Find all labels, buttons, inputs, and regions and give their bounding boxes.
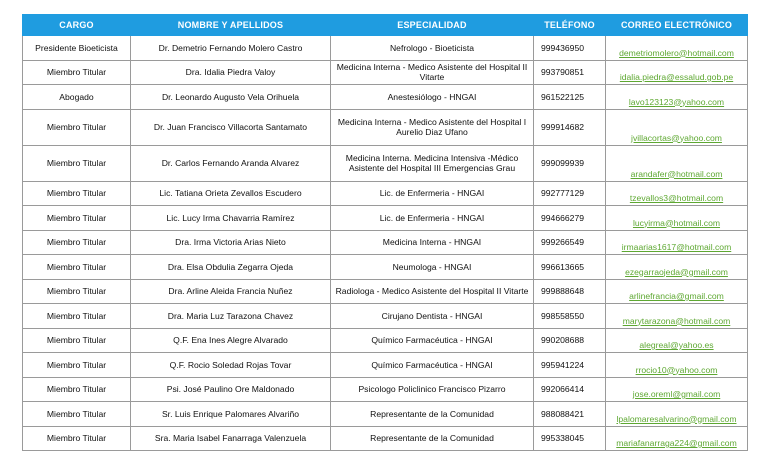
cell-nombre: Dra. Maria Luz Tarazona Chavez	[131, 304, 331, 329]
cell-cargo: Miembro Titular	[23, 377, 131, 402]
cell-correo	[606, 255, 748, 280]
cell-nombre: Psi. José Paulino Ore Maldonado	[131, 377, 331, 402]
email-link[interactable]: arlinefrancia@gmail.com	[629, 291, 724, 301]
cell-cargo: Miembro Titular	[23, 145, 131, 181]
cell-cargo: Miembro Titular	[23, 426, 131, 451]
cell-correo	[606, 279, 748, 304]
table-body	[23, 36, 748, 451]
header-especialidad: ESPECIALIDAD	[331, 15, 534, 36]
cell-cargo: Miembro Titular	[23, 279, 131, 304]
table-header	[23, 15, 748, 36]
cell-correo	[606, 353, 748, 378]
cell-correo	[606, 304, 748, 329]
cell-telefono: 999099939	[534, 145, 606, 181]
cell-correo	[606, 145, 748, 181]
cell-cargo: Miembro Titular	[23, 255, 131, 280]
cell-nombre: Q.F. Ena Ines Alegre Alvarado	[131, 328, 331, 353]
cell-cargo: Miembro Titular	[23, 230, 131, 255]
cell-nombre: Dra. Elsa Obdulia Zegarra Ojeda	[131, 255, 331, 280]
cell-especialidad: Lic. de Enfermeria - HNGAI	[331, 206, 534, 231]
cell-cargo: Miembro Titular	[23, 328, 131, 353]
cell-nombre: Dra. Arline Aleida Francia Nuñez	[131, 279, 331, 304]
table-row	[23, 181, 748, 206]
cell-telefono: 995338045	[534, 426, 606, 451]
header-telefono: TELÉFONO	[534, 15, 606, 36]
table-row	[23, 60, 748, 85]
cell-nombre: Dr. Juan Francisco Villacorta Santamato	[131, 109, 331, 145]
cell-telefono: 961522125	[534, 85, 606, 110]
cell-especialidad: Nefrologo - Bioeticista	[331, 36, 534, 61]
email-link[interactable]: demetriomolero@hotmail.com	[619, 47, 734, 58]
email-link[interactable]: lpalomaresalvarino@gmail.com	[616, 413, 737, 424]
email-link[interactable]: tzevallos3@hotmail.com	[629, 193, 724, 203]
table-row	[23, 36, 748, 61]
header-nombre: NOMBRE Y APELLIDOS	[131, 15, 331, 36]
table-row	[23, 206, 748, 231]
table-row	[23, 109, 748, 145]
cell-correo	[606, 181, 748, 206]
cell-cargo: Abogado	[23, 85, 131, 110]
cell-telefono: 990208688	[534, 328, 606, 353]
cell-correo	[606, 109, 748, 145]
cell-especialidad: Neumologa - HNGAI	[331, 255, 534, 280]
cell-nombre: Dra. Irma Victoria Arias Nieto	[131, 230, 331, 255]
cell-telefono: 999914682	[534, 109, 606, 145]
cell-correo	[606, 60, 748, 85]
cell-cargo: Miembro Titular	[23, 353, 131, 378]
cell-especialidad: Lic. de Enfermeria - HNGAI	[331, 181, 534, 206]
cell-especialidad: Psicologo Policlinico Francisco Pizarro	[331, 377, 534, 402]
table-row	[23, 426, 748, 451]
cell-cargo: Miembro Titular	[23, 206, 131, 231]
email-link[interactable]: ezegarraojeda@gmail.com	[625, 266, 728, 277]
table-row	[23, 85, 748, 110]
cell-correo	[606, 426, 748, 451]
cell-telefono: 999888648	[534, 279, 606, 304]
email-link[interactable]: irmaarias1617@hotmail.com	[621, 242, 732, 252]
cell-cargo: Miembro Titular	[23, 60, 131, 85]
cell-correo	[606, 85, 748, 110]
table-row	[23, 328, 748, 353]
cell-telefono: 995941224	[534, 353, 606, 378]
cell-especialidad: Anestesiólogo - HNGAI	[331, 85, 534, 110]
cell-telefono: 996613665	[534, 255, 606, 280]
cell-especialidad: Medicina Interna - HNGAI	[331, 230, 534, 255]
cell-nombre: Dra. Idalia Piedra Valoy	[131, 60, 331, 85]
cell-especialidad: Químico Farmacéutica - HNGAI	[331, 353, 534, 378]
cell-especialidad: Medicina Interna. Medicina Intensiva -Médico Asistente del Hospital III Emergencias Grau	[331, 145, 534, 181]
table-row	[23, 304, 748, 329]
cell-telefono: 988088421	[534, 402, 606, 427]
cell-cargo: Presidente Bioeticista	[23, 36, 131, 61]
email-link[interactable]: alegreal@yahoo.es	[639, 340, 714, 350]
cell-nombre: Dr. Demetrio Fernando Molero Castro	[131, 36, 331, 61]
cell-correo	[606, 206, 748, 231]
header-row	[23, 15, 748, 36]
cell-nombre: Lic. Lucy Irma Chavarria Ramírez	[131, 206, 331, 231]
email-link[interactable]: mariafanarraga224@gmail.com	[616, 438, 737, 448]
cell-nombre: Sr. Luis Enrique Palomares Alvariño	[131, 402, 331, 427]
members-table	[22, 14, 748, 451]
email-link[interactable]: arandafer@hotmail.com	[630, 168, 723, 179]
cell-correo	[606, 402, 748, 427]
email-link[interactable]: idalia.piedra@essalud.gob.pe	[619, 72, 734, 82]
cell-especialidad: Medicina Interna - Medico Asistente del Hospital I Aurelio Diaz Ufano	[331, 109, 534, 145]
cell-telefono: 998558550	[534, 304, 606, 329]
email-link[interactable]: jose.oreml@gmail.com	[632, 389, 721, 399]
cell-cargo: Miembro Titular	[23, 181, 131, 206]
cell-correo	[606, 36, 748, 61]
cell-telefono: 999436950	[534, 36, 606, 61]
cell-nombre: Q.F. Rocio Soledad Rojas Tovar	[131, 353, 331, 378]
cell-correo	[606, 230, 748, 255]
cell-nombre: Dr. Leonardo Augusto Vela Orihuela	[131, 85, 331, 110]
cell-cargo: Miembro Titular	[23, 304, 131, 329]
cell-especialidad: Representante de la Comunidad	[331, 426, 534, 451]
table-row	[23, 230, 748, 255]
email-link[interactable]: marytarazona@hotmail.com	[622, 315, 731, 326]
cell-cargo: Miembro Titular	[23, 402, 131, 427]
table-row	[23, 279, 748, 304]
cell-especialidad: Químico Farmacéutica - HNGAI	[331, 328, 534, 353]
email-link[interactable]: lucyirma@hotmail.com	[632, 217, 721, 228]
table-row	[23, 145, 748, 181]
table-row	[23, 377, 748, 402]
cell-telefono: 994666279	[534, 206, 606, 231]
cell-telefono: 999266549	[534, 230, 606, 255]
table-row	[23, 255, 748, 280]
email-link[interactable]: jvillacortas@yahoo.com	[631, 132, 722, 143]
table-row	[23, 402, 748, 427]
cell-especialidad: Cirujano Dentista - HNGAI	[331, 304, 534, 329]
header-cargo: CARGO	[23, 15, 131, 36]
cell-nombre: Dr. Carlos Fernando Aranda Alvarez	[131, 145, 331, 181]
cell-telefono: 993790851	[534, 60, 606, 85]
cell-correo	[606, 377, 748, 402]
email-link[interactable]: rrocio10@yahoo.com	[635, 364, 718, 375]
cell-cargo: Miembro Titular	[23, 109, 131, 145]
cell-especialidad: Representante de la Comunidad	[331, 402, 534, 427]
header-correo: CORREO ELECTRÓNICO	[606, 15, 748, 36]
email-link[interactable]: lavo123123@yahoo.com	[628, 96, 725, 107]
cell-telefono: 992777129	[534, 181, 606, 206]
cell-telefono: 992066414	[534, 377, 606, 402]
cell-nombre: Sra. Maria Isabel Fanarraga Valenzuela	[131, 426, 331, 451]
table-row	[23, 353, 748, 378]
cell-nombre: Lic. Tatiana Orieta Zevallos Escudero	[131, 181, 331, 206]
cell-especialidad: Radiologa - Medico Asistente del Hospital II Vitarte	[331, 279, 534, 304]
cell-correo	[606, 328, 748, 353]
cell-especialidad: Medicina Interna - Medico Asistente del Hospital II Vitarte	[331, 60, 534, 85]
